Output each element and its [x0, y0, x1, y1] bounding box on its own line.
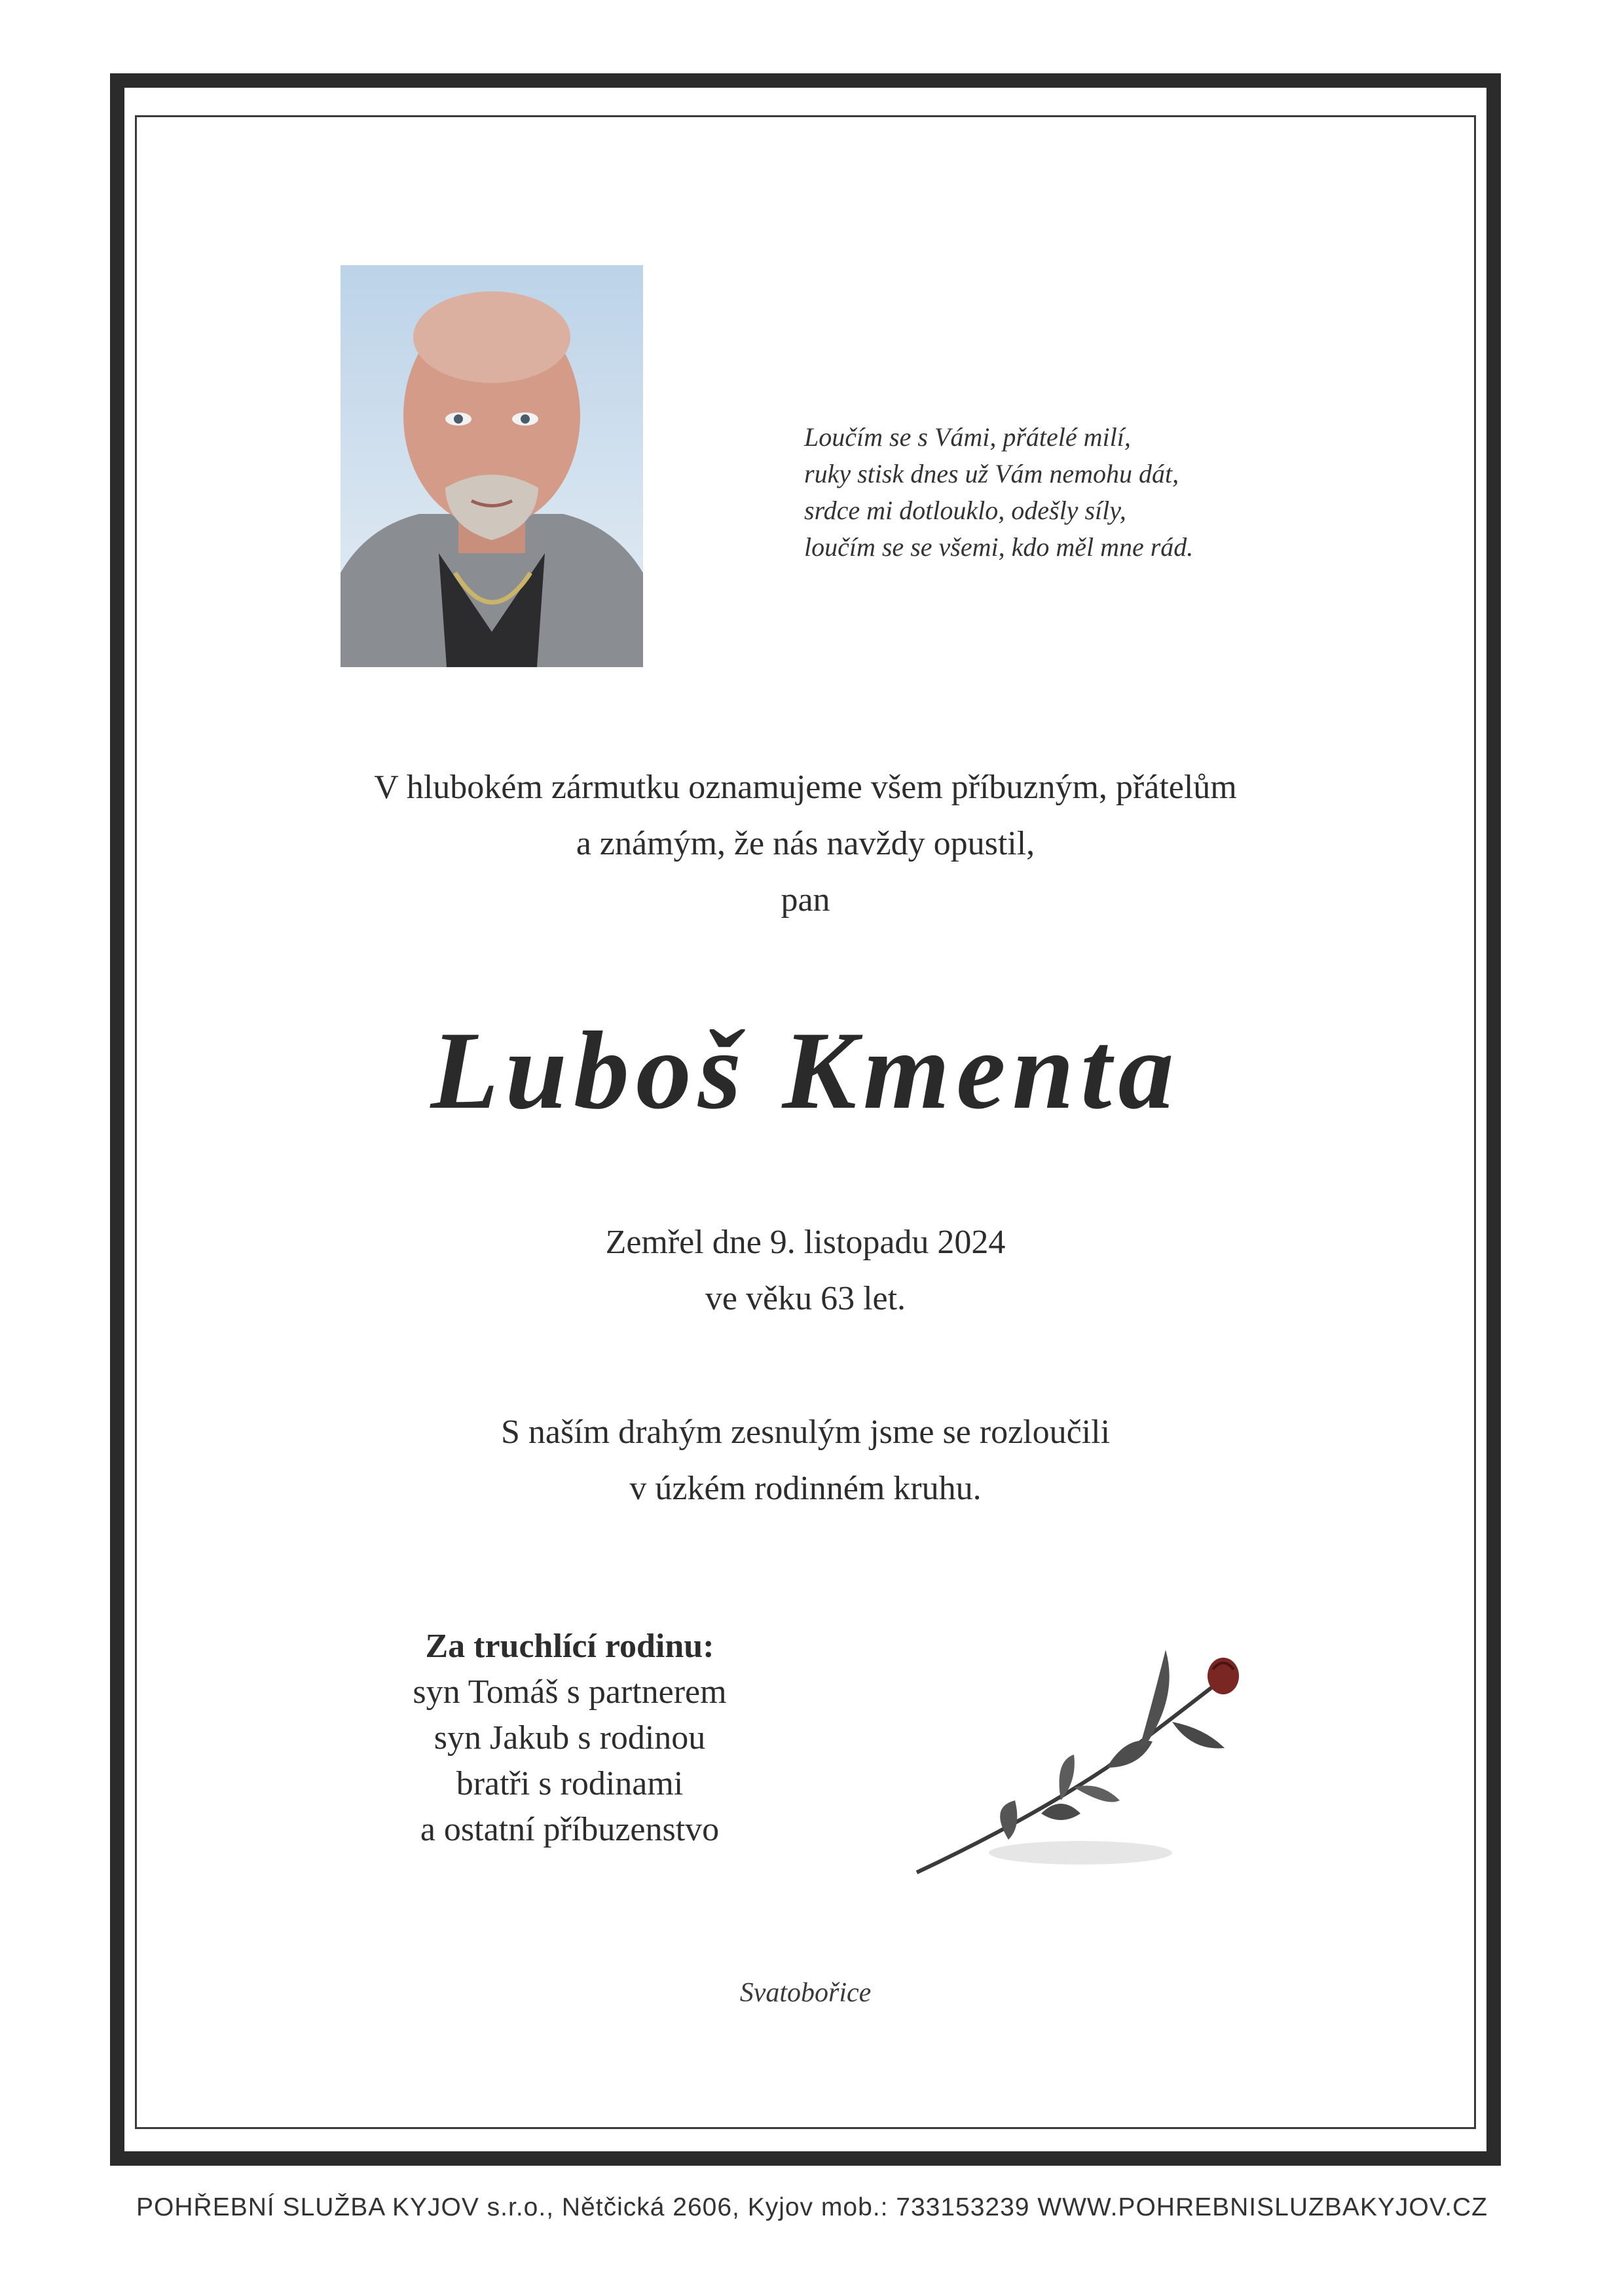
farewell-note: [135, 1404, 1476, 1517]
announcement-line: V hlubokém zármutku oznamujeme všem příbuzným, přátelům: [374, 769, 1237, 806]
mourning-family: [341, 1624, 799, 1853]
death-age: ve věku 63 let.: [705, 1280, 906, 1317]
family-member: syn Tomáš s partnerem: [413, 1673, 727, 1711]
deceased-name: Luboš Kmenta: [430, 1009, 1181, 1132]
family-member: bratři s rodinami: [456, 1765, 684, 1802]
poem-line: ruky stisk dnes už Vám nemohu dát,: [804, 459, 1179, 488]
farewell-line: S naším drahým zesnulým jsme se rozloučili: [500, 1413, 1111, 1451]
poem-line: srdce mi dotlouklo, odešly síly,: [804, 496, 1126, 525]
family-member: syn Jakub s rodinou: [434, 1719, 706, 1757]
rose-icon: [910, 1637, 1264, 1886]
announcement-line: a známým, že nás navždy opustil,: [576, 825, 1035, 862]
poem-line: Loučím se s Vámi, přátelé milí,: [804, 422, 1131, 452]
funeral-service-footer: POHŘEBNÍ SLUŽBA KYJOV s.r.o., Nětčická 2606, Kyjov mob.: 733153239 WWW.POHREBNISLUZBAKYJOV.CZ: [136, 2193, 1488, 2221]
death-details: [135, 1214, 1476, 1327]
farewell-line: v úzkém rodinném kruhu.: [629, 1470, 982, 1507]
place-name: Svatobořice: [739, 1978, 872, 2008]
announcement: [135, 759, 1476, 928]
portrait-photo: [341, 265, 643, 667]
family-heading: Za truchlící rodinu:: [425, 1628, 714, 1665]
farewell-poem: [804, 419, 1361, 566]
announcement-line: pan: [781, 881, 830, 919]
family-member: a ostatní příbuzenstvo: [420, 1811, 720, 1848]
death-date: Zemřel dne 9. listopadu 2024: [605, 1224, 1006, 1261]
poem-line: loučím se se všemi, kdo měl mne rád.: [804, 532, 1194, 562]
